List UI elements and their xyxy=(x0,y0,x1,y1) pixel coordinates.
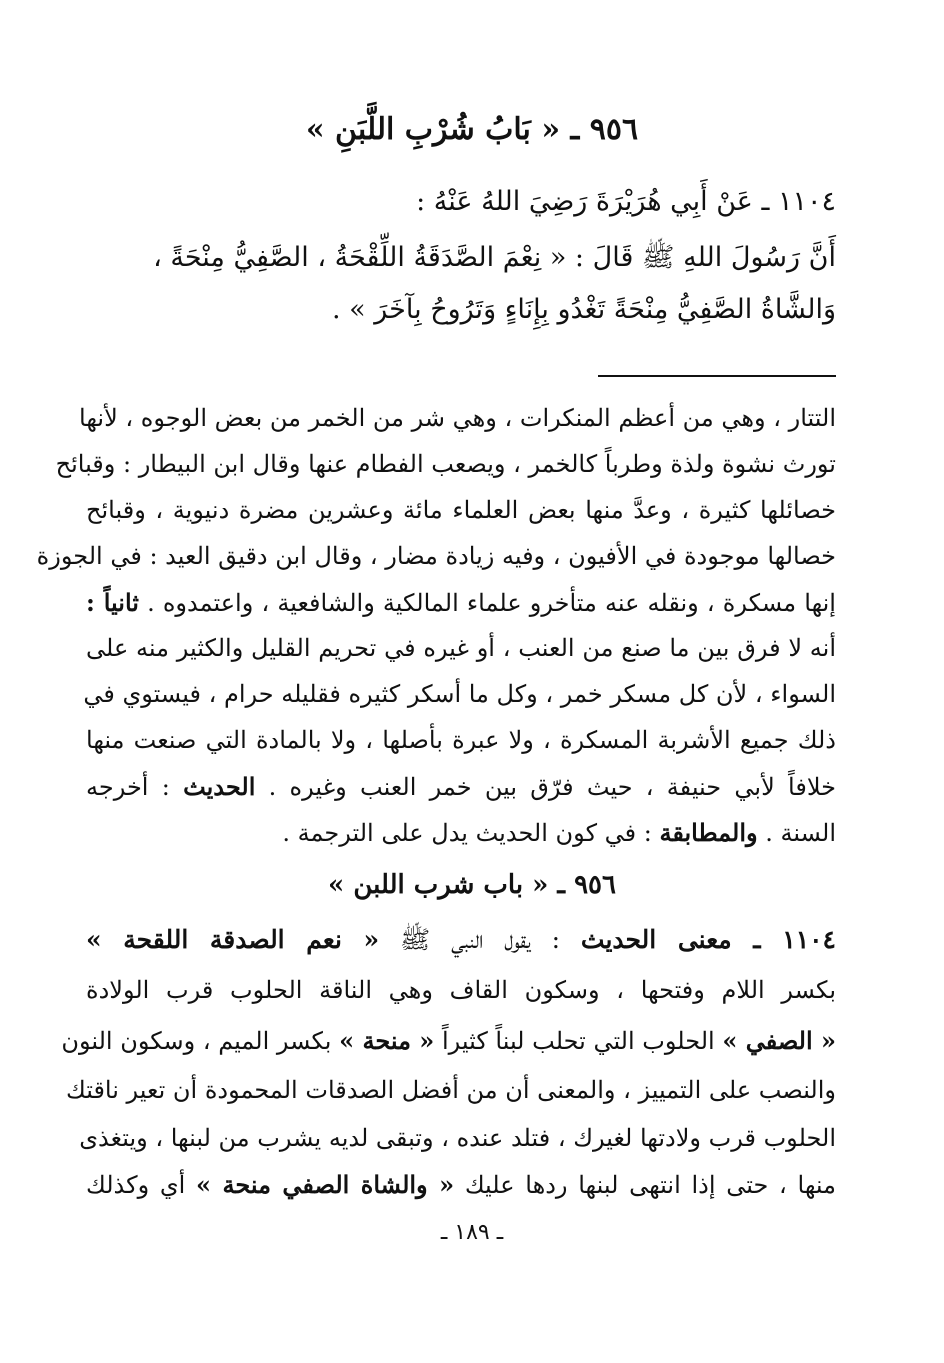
commentary-line xyxy=(61,1026,836,1055)
footnote-text: : في كون الحديث يدل على الترجمة . xyxy=(282,819,652,847)
footnote-line xyxy=(86,772,836,801)
footnote-line: خصائلها كثيرة ، وعدَّ منها بعض العلماء مائة وعشرين مضرة دنيوية ، وقبائح xyxy=(86,496,836,524)
commentary-line: الحلوب قرب ولادتها لغيرك ، فتلد عنده ، وتبقى لديه يشرب من لبنها ، ويتغذى xyxy=(79,1124,836,1152)
footnote-line: السواء ، لأن كل مسكر خمر ، وكل ما أسكر كثيره فقليله حرام ، فيستوي في xyxy=(83,680,836,708)
commentary-text: : يقول النبي ﷺ xyxy=(400,925,561,954)
footnote-text: خلافاً لأبي حنيفة ، حيث فرّق بين خمر العنب وغيره . xyxy=(268,773,836,801)
footnote-line: تورث نشوة ولذة وطرباً كالخمر ، ويصعب الفطام عنها وقال ابن البيطار : وقبائح xyxy=(55,450,836,478)
footnote-divider xyxy=(598,375,836,377)
bold-quote: « نعم الصدقة اللقحة » xyxy=(86,925,380,954)
footnote-line: خصالها موجودة في الأفيون ، وفيه زيادة مضار ، وقال ابن دقيق العيد : في الجوزة xyxy=(36,542,836,570)
hadith-text-line: وَالشَّاةُ الصَّفِيُّ مِنْحَةً تَغْدُو بِإِنَاءٍ وَتَرُوحُ بِآخَرَ » . xyxy=(332,294,836,325)
bold-quote: « والشاة الصفي منحة » xyxy=(196,1170,455,1199)
commentary-text: أي وكذلك xyxy=(86,1171,186,1199)
bold-term: الحديث xyxy=(183,772,256,801)
commentary-line: بكسر اللام وفتحها ، وسكون القاف وهي الناقة الحلوب قرب الولادة xyxy=(86,976,836,1004)
commentary-line xyxy=(86,1170,836,1199)
commentary-text: بكسر الميم ، وسكون النون xyxy=(61,1027,332,1055)
footnote-text: إنها مسكرة ، ونقله عنه متأخرو علماء المالكية والشافعية ، واعتمدوه . xyxy=(147,589,836,617)
chapter-heading: ٩٥٦ ـ « بَابُ شُرْبِ اللَّبَنِ » xyxy=(305,112,639,147)
footnote-text: السنة . xyxy=(765,819,836,847)
footnote-line: أنه لا فرق بين ما صنع من العنب ، أو غيره في تحريم القليل والكثير منه على xyxy=(86,634,836,662)
commentary-line xyxy=(86,924,836,961)
commentary-text: الحلوب التي تحلب لبناً كثيراً xyxy=(441,1027,715,1055)
commentary-heading: ٩٥٦ ـ « باب شرب اللبن » xyxy=(328,870,616,900)
bold-term: ١١٠٤ ـ معنى الحديث xyxy=(580,925,836,954)
footnote-line: التتار ، وهي من أعظم المنكرات ، وهي شر من الخمر من بعض الوجوه ، لأنها xyxy=(79,404,836,432)
footnote-text: : أخرجه xyxy=(86,773,170,801)
bold-term: والمطابقة xyxy=(659,818,758,847)
footnote-line xyxy=(86,588,836,617)
commentary-text: منها ، حتى إذا انتهى لبنها ردها عليك xyxy=(464,1171,836,1199)
hadith-text-line: أَنَّ رَسُولَ اللهِ ﷺ قَالَ : « نِعْمَ الصَّدَقَةُ اللِّقْحَةُ ، الصَّفِيُّ مِنْحَةً ، xyxy=(153,242,836,273)
bold-quote: « منحة » xyxy=(339,1026,435,1055)
page-number: ـ ١٨٩ ـ xyxy=(440,1220,504,1245)
commentary-line: والنصب على التمييز ، والمعنى أن من أفضل الصدقات المحمودة أن تعير ناقتك xyxy=(65,1076,836,1104)
bold-quote: « الصفي » xyxy=(722,1026,836,1055)
footnote-line xyxy=(86,818,836,847)
footnote-line: ذلك جميع الأشربة المسكرة ، ولا عبرة بأصلها ، ولا بالمادة التي صنعت منها xyxy=(86,726,836,754)
bold-term: ثانياً : xyxy=(86,588,139,617)
hadith-intro: ١١٠٤ ـ عَنْ أَبِي هُرَيْرَةَ رَضِيَ اللهُ عَنْهُ : xyxy=(416,186,836,217)
